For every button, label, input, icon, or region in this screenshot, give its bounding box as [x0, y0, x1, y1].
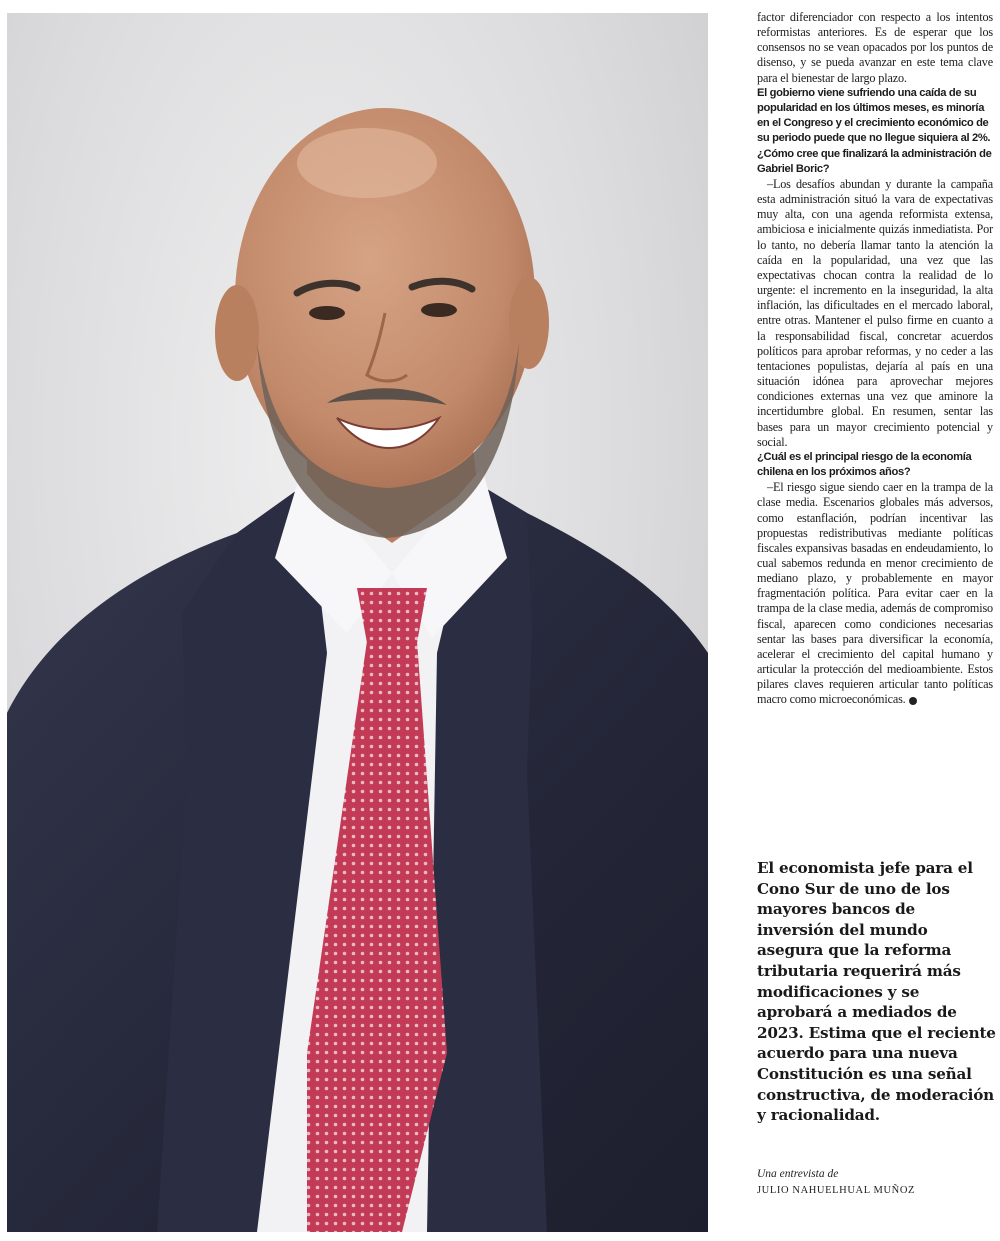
article-lead: El economista jefe para el Cono Sur de uno de los mayores bancos de inversión del mundo asegura que la reforma tributaria requerirá más modificaciones y se aprobará a mediados de 2023. Estima que el reciente acuerdo para una nueva Constitución es una señal constructiva, de moderación y racionalidad.	[757, 859, 996, 1125]
left-eye	[309, 306, 345, 320]
answer-1: –Los desafíos abundan y durante la campaña esta administración situó la vara de expectativas muy alta, con una agenda reformista extensa, ambiciosa e inicialmente quizás inmediatista. Por lo tanto, no debería llamar tanto la atención la caída en la popularidad, una vez que las expectativas chocan contra la realidad de lo urgente: el incremento en la inseguridad, la alta inflación, las dificultades en el mercado laboral, entre otras. Mantener el pulso firme en cuanto a la responsabilidad fiscal, concretar acuerdos políticos para aprobar reformas, y no ceder a las tentaciones populistas, dejaría al país en una situación idónea para aprovechar mejores condiciones externas una vez que aminore la incertidumbre global. En resumen, sentar las bases para un mayor crecimiento potencial y social.	[757, 177, 993, 449]
left-ear	[215, 285, 259, 381]
end-of-article-icon	[909, 697, 917, 705]
tie-knot	[357, 588, 427, 643]
head-highlight	[297, 128, 437, 198]
byline-author: JULIO NAHUELHUAL MUÑOZ	[757, 1185, 916, 1196]
article-body	[757, 10, 993, 708]
portrait-photo	[7, 13, 708, 1232]
portrait-illustration	[7, 13, 708, 1232]
answer-2-text: –El riesgo sigue siendo caer en la trampa de la clase media. Escenarios globales más adversos, como estanflación, podrían incentivar las propuestas redistributivas mediante políticas fiscales expansivas basadas en endeudamiento, lo cual sabemos redunda en menor crecimiento de mediano plazo, y probablemente en mayor fragmentación política. Para evitar caer en la trampa de la clase media, además de compromiso fiscal, aparecen como condiciones necesarias sentar las bases para diversificar la economía, acelerar el crecimiento del capital humano y articular la protección del medioambiente. Estos pilares claves requieren articular tanto políticas macro como microeconómicas.	[757, 480, 993, 707]
answer-continued: factor diferenciador con respecto a los intentos reformistas anteriores. Es de esperar que los consensos no se vean opacados por los puntos de disenso, y se pueda avanzar en este tema clave para el bienestar de largo plazo.	[757, 10, 993, 85]
question-1: El gobierno viene sufriendo una caída de su popularidad en los últimos meses, es minoría en el Congreso y el crecimiento económico de su periodo puede que no llegue siquiera al 2%. ¿Cómo cree que finalizará la administración de Gabriel Boric?	[757, 86, 992, 175]
answer-2	[757, 480, 993, 707]
byline-prefix: Una entrevista de	[757, 1168, 839, 1180]
right-eye	[421, 303, 457, 317]
question-2: ¿Cuál es el principal riesgo de la economía chilena en los próximos años?	[757, 450, 972, 479]
right-ear	[509, 277, 549, 369]
